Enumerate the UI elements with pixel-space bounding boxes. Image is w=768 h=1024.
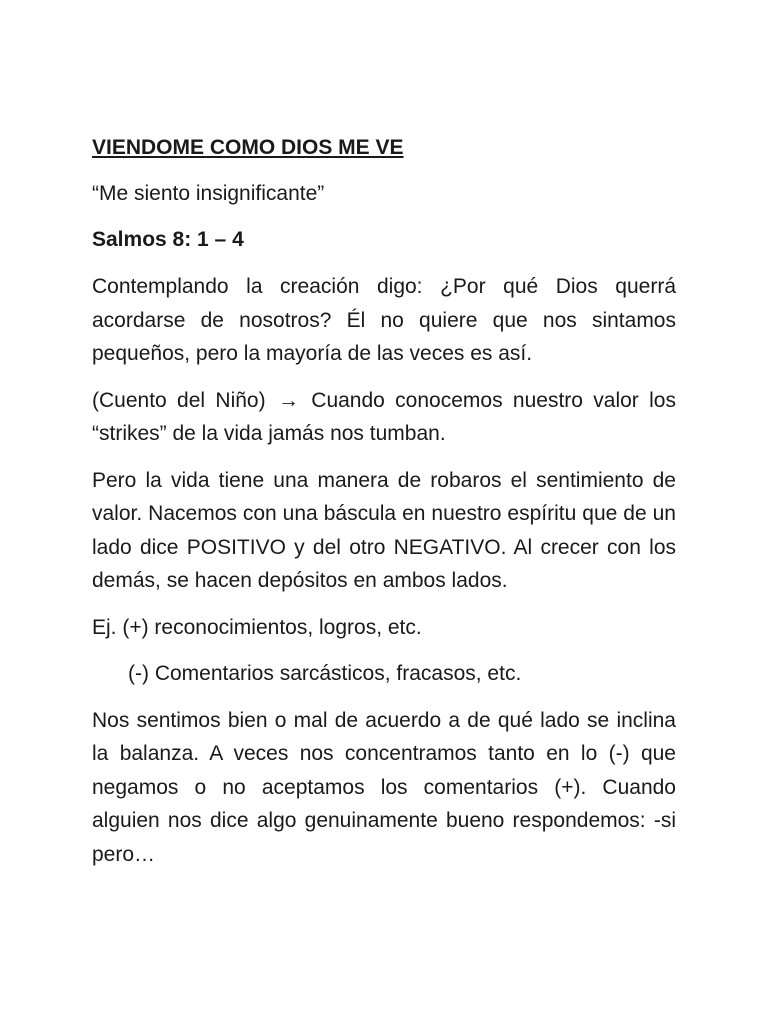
paragraph-scale: Pero la vida tiene una manera de robaros el sentimiento de valor. Nacemos con una báscula en nuestro espíritu que de un lado dice POSITIVO y del otro NEGATIVO. Al crecer con los demás, se hacen depósitos en ambos lados. (92, 468, 676, 592)
document-page (92, 132, 676, 884)
paragraph-story (92, 384, 676, 451)
arrow-right-icon: → (277, 388, 299, 412)
document-subtitle: “Me siento insignificante” (92, 182, 325, 205)
story-text: Cuando conocemos nuestro valor los “strikes” de la vida jamás nos tumban. (92, 388, 676, 445)
story-label: (Cuento del Niño) (92, 388, 266, 412)
paragraph-creation: Contemplando la creación digo: ¿Por qué Dios querrá acordarse de nosotros? Él no quiere que nos sintamos pequeños, pero la mayoría de las veces es así. (92, 275, 676, 365)
scripture-reference: Salmos 8: 1 – 4 (92, 228, 244, 251)
example-negative: (-) Comentarios sarcásticos, fracasos, etc. (128, 662, 522, 685)
example-positive: Ej. (+) reconocimientos, logros, etc. (92, 615, 422, 639)
document-title: VIENDOME COMO DIOS ME VE (92, 136, 404, 159)
paragraph-balance: Nos sentimos bien o mal de acuerdo a de qué lado se inclina la balanza. A veces nos concentramos tanto en lo (-) que negamos o no aceptamos los comentarios (+). Cuando alguien nos dice algo genuinamente bueno respondemos: -si pero… (92, 708, 676, 866)
